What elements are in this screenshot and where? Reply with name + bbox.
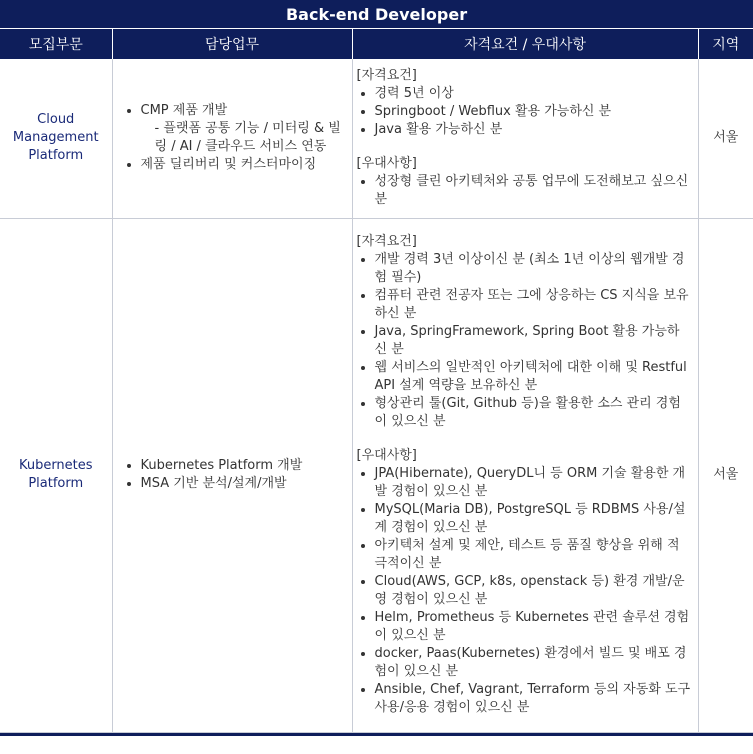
- requirement-list: [357, 251, 692, 431]
- dept-cell: [0, 218, 112, 732]
- dept-line: Platform: [28, 148, 84, 164]
- duty-subtext: 링 / AI / 클라우드 서비스 연동: [154, 139, 327, 155]
- bottom-divider: [0, 733, 753, 736]
- header-region: 지역: [698, 29, 753, 60]
- table-row: [0, 59, 753, 218]
- list-item: [141, 102, 344, 156]
- duty-list: [123, 457, 344, 493]
- dept-cell: [0, 59, 112, 218]
- requirements-cell: [352, 218, 698, 732]
- header-duty: 담당업무: [112, 29, 352, 60]
- list-item: • 아키텍처 설계 및 제안, 테스트 등 품질 향상을 위해 적극적이신 분: [375, 537, 692, 573]
- table-title: Back-end Developer: [0, 0, 753, 29]
- preference-list: [357, 173, 692, 209]
- list-item: • 형상관리 툴(Git, Github 등)을 활용한 소스 관리 경험이 있으신 분: [375, 395, 692, 431]
- list-item: • Ansible, Chef, Vagrant, Terraform 등의 자동화 도구 사용/응용 경험이 있으신 분: [375, 681, 692, 717]
- list-item: • 웹 서비스의 일반적인 아키텍처에 대한 이해 및 Restful API 설계 역량을 보유하신 분: [375, 359, 692, 395]
- table-title-row: [0, 0, 753, 29]
- duty-cell: [112, 59, 352, 218]
- table-header-row: [0, 29, 753, 60]
- header-requirements: 자격요건 / 우대사항: [352, 29, 698, 60]
- list-item: • Kubernetes Platform 개발: [141, 457, 344, 475]
- list-item: • Springboot / Webflux 활용 가능하신 분: [375, 103, 692, 121]
- list-item: • Java, SpringFramework, Spring Boot 활용 가능하신 분: [375, 323, 692, 359]
- list-item: • docker, Paas(Kubernetes) 환경에서 빌드 및 배포 경험이 있으신 분: [375, 645, 692, 681]
- dept-line: Kubernetes: [18, 458, 93, 473]
- duty-list: [123, 102, 344, 174]
- section-label: [자격요건]: [356, 234, 417, 249]
- section-label: [자격요건]: [356, 68, 417, 84]
- requirement-list: [357, 85, 692, 139]
- dept-line: Cloud: [37, 112, 75, 128]
- preference-list: [357, 465, 692, 717]
- list-item: • 성장형 클린 아키텍처와 공통 업무에 도전해보고 싶으신 분: [375, 173, 692, 209]
- dept-line: Platform: [28, 476, 84, 491]
- duty-subtext: - 플랫폼 공통 기능 / 미터링 & 빌: [154, 121, 341, 137]
- table-row: [0, 218, 753, 732]
- list-item: • MySQL(Maria DB), PostgreSQL 등 RDBMS 사용/설계 경험이 있으신 분: [375, 501, 692, 537]
- list-item: • Java 활용 가능하신 분: [375, 121, 692, 139]
- list-item: • 컴퓨터 관련 전공자 또는 그에 상응하는 CS 지식을 보유하신 분: [375, 287, 692, 323]
- header-dept: 모집부문: [0, 29, 112, 60]
- list-item: • Cloud(AWS, GCP, k8s, openstack 등) 환경 개발/운영 경험이 있으신 분: [375, 573, 692, 609]
- requirements-cell: [352, 59, 698, 218]
- duty-cell: [112, 218, 352, 732]
- list-item: • MSA 기반 분석/설계/개발: [141, 475, 344, 493]
- list-item: • 제품 딜리버리 및 커스터마이징: [141, 156, 344, 174]
- list-item: • 개발 경력 3년 이상이신 분 (최소 1년 이상의 웹개발 경험 필수): [375, 251, 692, 287]
- list-item: • Helm, Prometheus 등 Kubernetes 관련 솔루션 경험이 있으신 분: [375, 609, 692, 645]
- region-cell: 서울: [698, 218, 753, 732]
- section-label: [우대사항]: [356, 448, 417, 463]
- list-item: • 경력 5년 이상: [375, 85, 692, 103]
- list-item: • JPA(Hibernate), QueryDL니 등 ORM 기술 활용한 개발 경험이 있으신 분: [375, 465, 692, 501]
- section-label: [우대사항]: [356, 156, 417, 172]
- dept-line: Management: [12, 130, 99, 146]
- region-cell: 서울: [698, 59, 753, 218]
- duty-text: CMP 제품 개발: [140, 103, 228, 119]
